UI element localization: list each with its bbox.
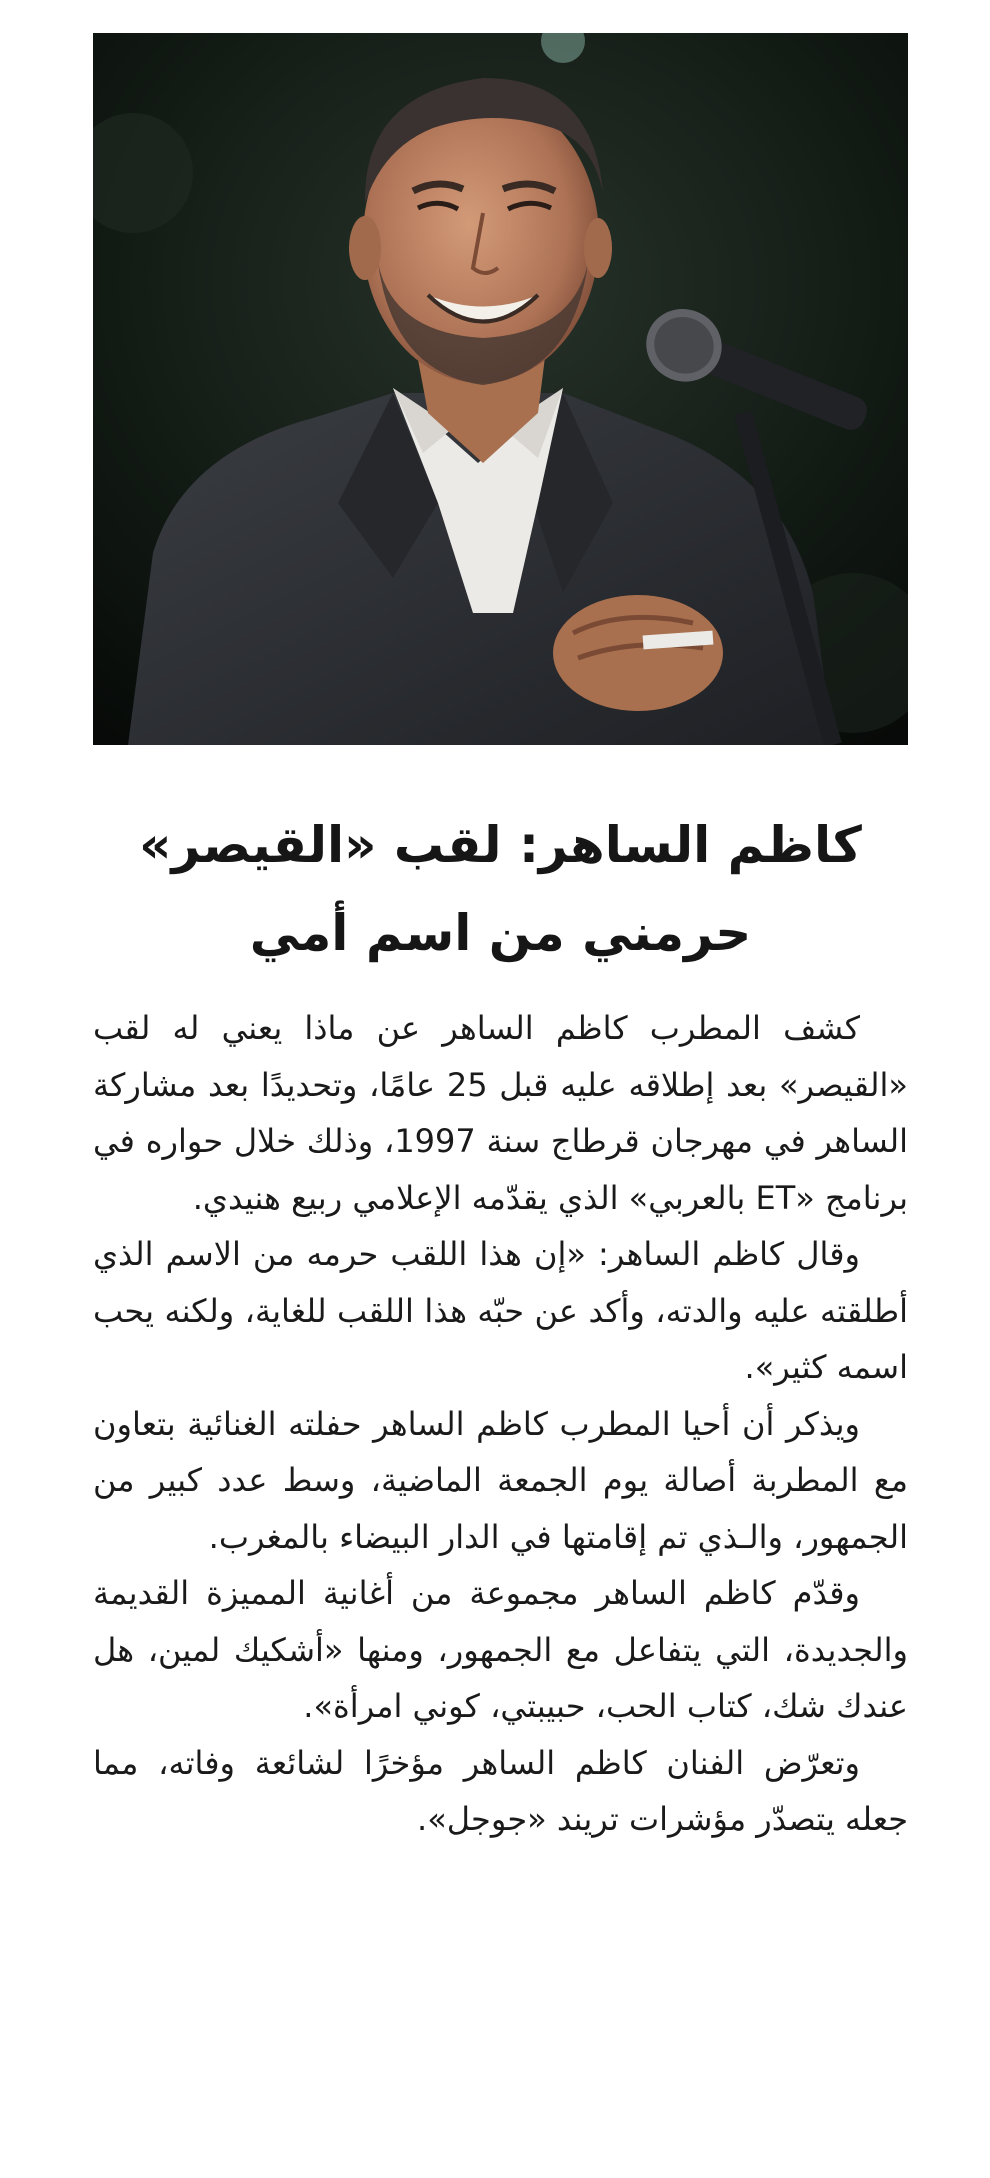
- paragraph-5: وتعرّض الفنان كاظم الساهر مؤخرًا لشائعة وفاته، مما جعله يتصدّر مؤشرات تريند «جوجل».: [93, 1743, 908, 1838]
- headline-line-1: كاظم الساهر: لقب «القيصر»: [139, 816, 862, 875]
- article-body: [93, 1000, 908, 1848]
- paragraph-4: وقدّم كاظم الساهر مجموعة من أغانية المميزة القديمة والجديدة، التي يتفاعل مع الجمهور، ومنها «أشكيك لمين، هل عندك شك، كتاب الحب، حبيبتي، كوني امرأة».: [93, 1574, 908, 1725]
- headline-line-2: حرمني من اسم أمي: [249, 904, 752, 963]
- singer-portrait-icon: [93, 33, 908, 745]
- paragraph-1: كشف المطرب كاظم الساهر عن ماذا يعني له لقب «القيصر» بعد إطلاقه عليه قبل 25 عامًا، وتحديدًا بعد مشاركة الساهر في مهرجان قرطاج سنة 1997، وذلك خلال حواره في برنامج «ET بالعربي» الذي يقدّمه الإعلامي ربيع هنيدي.: [93, 1009, 909, 1217]
- paragraph-3: ويذكر أن أحيا المطرب كاظم الساهر حفلته الغنائية بتعاون مع المطربة أصالة يوم الجمعة الماضية، وسط عدد كبير من الجمهور، والـذي تم إقامتها في الدار البيضاء بالمغرب.: [93, 1404, 908, 1556]
- article-headline: [93, 801, 908, 977]
- article-photo: [93, 33, 908, 745]
- paragraph-2: وقال كاظم الساهر: «إن هذا اللقب حرمه من الاسم الذي أطلقته عليه والدته، وأكد عن حبّه هذا اللقب للغاية، ولكنه يحب اسمه كثير».: [93, 1235, 908, 1386]
